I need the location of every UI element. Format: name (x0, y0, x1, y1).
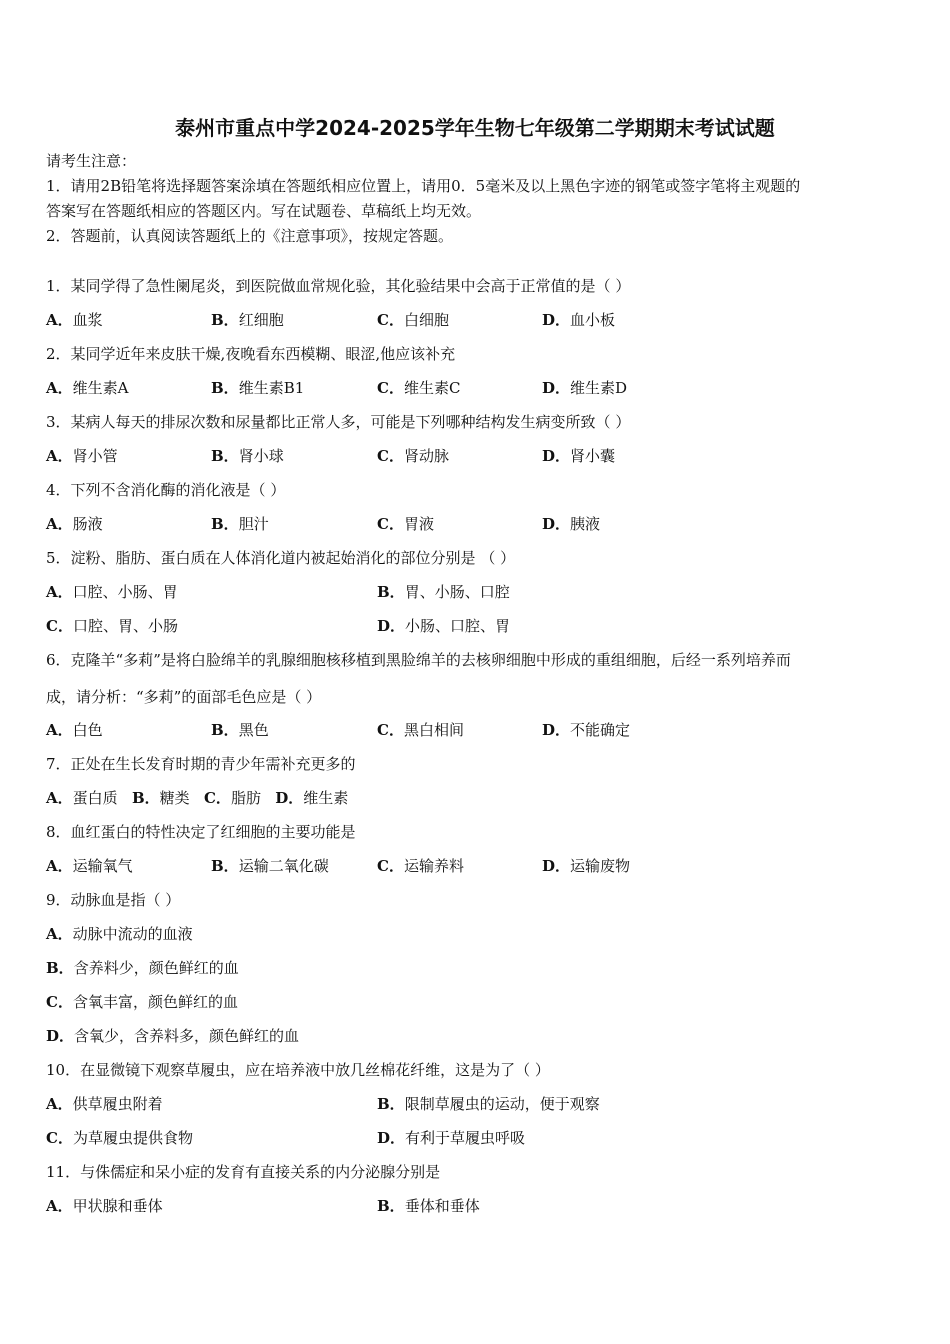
option (377, 1094, 600, 1114)
option-text: 含养料少，颜色鲜红的血 (73, 959, 239, 977)
option (211, 856, 329, 876)
option (46, 446, 118, 466)
option-text: 红细胞 (238, 311, 284, 329)
option-letter: A． (46, 789, 73, 807)
option-letter: C． (377, 857, 404, 875)
question-stem: 4．下列不含消化酶的消化液是（ ） (46, 481, 286, 499)
option-text: 维生素D (570, 379, 628, 397)
option-letter: B． (46, 959, 74, 977)
option (377, 1196, 480, 1216)
option (542, 446, 615, 466)
option-letter: B． (211, 447, 239, 465)
option-letter: A． (46, 925, 73, 943)
option (377, 582, 510, 602)
option-letter: A． (46, 311, 73, 329)
option (46, 1026, 299, 1046)
option-text: 维生素A (72, 379, 129, 397)
question-stem: 8．血红蛋白的特性决定了红细胞的主要功能是 (46, 823, 356, 841)
option (211, 514, 269, 534)
option-text: 供草履虫附着 (72, 1095, 163, 1113)
question-stem: 2．某同学近年来皮肤干燥,夜晚看东西模糊、眼涩,他应该补充 (46, 345, 456, 363)
option-letter: C． (203, 789, 231, 807)
option (46, 958, 239, 978)
option (46, 310, 103, 330)
option-letter: B． (211, 311, 239, 329)
option (211, 378, 304, 398)
option-letter: B． (211, 515, 239, 533)
option-text: 含氧少，含养料多，颜色鲜红的血 (74, 1027, 300, 1045)
option-letter: A． (46, 1197, 73, 1215)
option (377, 720, 464, 740)
option-text: 黑白相间 (403, 721, 464, 739)
option-letter: C． (377, 311, 404, 329)
option-letter: D． (275, 789, 304, 807)
question-stem: 6．克隆羊“多莉”是将白脸绵羊的乳腺细胞核移植到黑脸绵羊的去核卵细胞中形成的重组细胞，后经一系列培养而 (46, 651, 791, 669)
option-letter: D． (377, 617, 406, 635)
option-text: 为草履虫提供食物 (72, 1129, 193, 1147)
option-text: 甲状腺和垂体 (72, 1197, 163, 1215)
option-text: 白细胞 (403, 311, 449, 329)
option-text: 肾小囊 (570, 447, 616, 465)
option (542, 310, 615, 330)
option-text: 胰液 (570, 515, 601, 533)
question-stem: 11．与侏儒症和呆小症的发育有直接关系的内分泌腺分别是 (46, 1163, 441, 1181)
option-text: 血小板 (570, 311, 616, 329)
option (46, 514, 103, 534)
option (46, 616, 178, 636)
option-text: 肾小球 (238, 447, 284, 465)
option (46, 378, 128, 398)
option-text: 胆汁 (238, 515, 269, 533)
option-text: 垂体和垂体 (404, 1197, 480, 1215)
option (542, 720, 630, 740)
option (46, 1196, 163, 1216)
option (377, 1128, 525, 1148)
option-row (46, 788, 348, 808)
option-text: 运输二氧化碳 (238, 857, 329, 875)
option (211, 446, 284, 466)
option (377, 514, 434, 534)
option-letter: D． (542, 447, 571, 465)
option-text: 口腔、小肠、胃 (72, 583, 178, 601)
question-stem: 10．在显微镜下观察草履虫，应在培养液中放几丝棉花纤维，这是为了（ ） (46, 1061, 550, 1079)
option-letter: C． (377, 721, 404, 739)
question-stem-cont: 成，请分析：“多莉”的面部毛色应是（ ） (46, 688, 322, 706)
option-text: 运输养料 (403, 857, 464, 875)
option-letter: A． (46, 583, 73, 601)
option-text: 肾小管 (72, 447, 118, 465)
option-text: 黑色 (238, 721, 269, 739)
option-text: 运输废物 (570, 857, 631, 875)
option-text: 维生素C (403, 379, 461, 397)
option (46, 720, 103, 740)
option-letter: C． (377, 515, 404, 533)
option (46, 1094, 163, 1114)
option (377, 378, 460, 398)
option (377, 616, 510, 636)
option-letter: D． (542, 311, 571, 329)
option-text: 胃液 (403, 515, 434, 533)
option (204, 789, 261, 807)
option-text: 不能确定 (570, 721, 631, 739)
option (46, 856, 133, 876)
option-letter: B． (377, 583, 405, 601)
option (46, 924, 193, 944)
question-stem: 7．正处在生长发育时期的青少年需补充更多的 (46, 755, 356, 773)
option (542, 856, 630, 876)
option-letter: A． (46, 447, 73, 465)
option-text: 白色 (72, 721, 103, 739)
option-text: 动脉中流动的血液 (72, 925, 193, 943)
option-text: 肠液 (72, 515, 103, 533)
option (46, 789, 118, 807)
page-title: 泰州市重点中学2024-2025学年生物七年级第二学期期末考试试题 (175, 116, 775, 140)
option-letter: A． (46, 515, 73, 533)
option-letter: B． (377, 1197, 405, 1215)
option (46, 1128, 193, 1148)
option-text: 肾动脉 (403, 447, 449, 465)
notice-heading: 请考生注意： (46, 152, 137, 170)
option (211, 310, 284, 330)
option (275, 789, 348, 807)
option-letter: C． (46, 1129, 73, 1147)
option-letter: D． (46, 1027, 75, 1045)
option-letter: C． (46, 617, 73, 635)
option-letter: A． (46, 857, 73, 875)
option-text: 维生素B1 (238, 379, 305, 397)
option-letter: D． (542, 857, 571, 875)
option-text: 胃、小肠、口腔 (404, 583, 510, 601)
option-text: 血浆 (72, 311, 103, 329)
option (377, 856, 464, 876)
option (377, 446, 449, 466)
option (46, 992, 238, 1012)
option-text: 蛋白质 (72, 789, 118, 807)
option (46, 582, 178, 602)
notice-item-2: 2．答题前，认真阅读答题纸上的《注意事项》，按规定答题。 (46, 227, 454, 245)
option-text: 小肠、口腔、胃 (405, 617, 511, 635)
option-letter: C． (377, 379, 404, 397)
option-letter: B． (377, 1095, 405, 1113)
option (542, 514, 600, 534)
option-letter: D． (542, 721, 571, 739)
option-letter: B． (131, 789, 160, 807)
option-text: 脂肪 (230, 789, 261, 807)
notice-item-1-cont: 答案写在答题纸相应的答题区内。写在试题卷、草稿纸上均无效。 (46, 202, 482, 220)
question-stem: 1．某同学得了急性阑尾炎，到医院做血常规化验，其化验结果中会高于正常值的是（ ） (46, 277, 631, 295)
option-text: 口腔、胃、小肠 (72, 617, 178, 635)
option-letter: B． (211, 721, 239, 739)
question-stem: 9．动脉血是指（ ） (46, 891, 181, 909)
option (542, 378, 627, 398)
notice-item-1: 1．请用2B铅笔将选择题答案涂填在答题纸相应位置上，请用0．5毫米及以上黑色字迹的钢笔或签字笔将主观题的 (46, 177, 801, 195)
option-letter: A． (46, 1095, 73, 1113)
option-letter: D． (542, 379, 571, 397)
option-letter: B． (211, 379, 239, 397)
option-text: 维生素 (303, 789, 349, 807)
option-letter: A． (46, 379, 73, 397)
option-letter: C． (46, 993, 73, 1011)
option-text: 有利于草履虫呼吸 (405, 1129, 526, 1147)
question-stem: 3．某病人每天的排尿次数和尿量都比正常人多，可能是下列哪种结构发生病变所致（ ） (46, 413, 631, 431)
option-letter: D． (542, 515, 571, 533)
option-letter: A． (46, 721, 73, 739)
option-letter: C． (377, 447, 404, 465)
option (132, 789, 190, 807)
question-stem: 5．淀粉、脂肪、蛋白质在人体消化道内被起始消化的部位分别是 （ ） (46, 549, 516, 567)
option-letter: D． (377, 1129, 406, 1147)
option-text: 运输氧气 (72, 857, 133, 875)
option-text: 限制草履虫的运动，便于观察 (404, 1095, 600, 1113)
option (377, 310, 449, 330)
option-text: 含氧丰富，颜色鲜红的血 (72, 993, 238, 1011)
option (211, 720, 269, 740)
option-letter: B． (211, 857, 239, 875)
option-text: 糖类 (159, 789, 190, 807)
